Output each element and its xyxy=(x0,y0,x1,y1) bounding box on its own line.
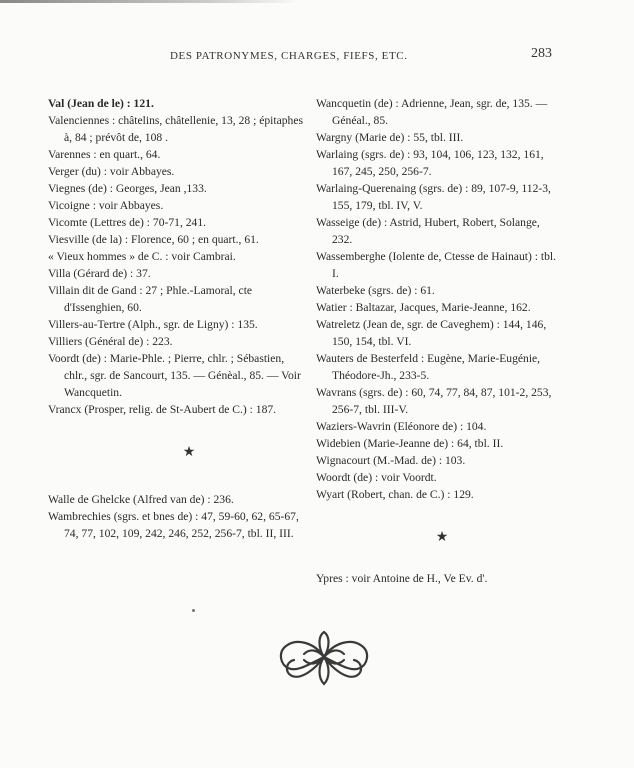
index-entry-wavrans: Wavrans (sgrs. de) : 60, 74, 77, 84, 87, 101-2, 253, 256-7, tbl. III-V. xyxy=(316,386,552,416)
index-entry-viesville: Viesville (de la) : Florence, 60 ; en quart., 61. xyxy=(48,233,259,246)
index-entry-wambrechies: Wambrechies (sgrs. et bnes de) : 47, 59-60, 62, 65-67, 74, 77, 102, 109, 242, 246, 252, 256-7, tbl. II, III. xyxy=(48,510,299,540)
index-entry-waterbeke: Waterbeke (sgrs. de) : 61. xyxy=(316,284,435,297)
index-entry-wassemberghe: Wassemberghe (Iolente de, Ctesse de Hainaut) : tbl. I. xyxy=(316,250,556,280)
index-entry-wancquetin: Wancquetin (de) : Adrienne, Jean, sgr. de, 135. — Généal., 85. xyxy=(316,97,548,127)
index-entry-viegnes: Viegnes (de) : Georges, Jean ,133. xyxy=(48,182,207,195)
index-entry-val: Val (Jean de le) : 121. xyxy=(48,97,154,110)
ink-speck xyxy=(192,609,195,612)
index-entry-wignacourt: Wignacourt (M.-Mad. de) : 103. xyxy=(316,454,466,467)
index-entry-ypres: Ypres : voir Antoine de H., Ve Ev. d'. xyxy=(316,572,488,585)
top-edge-line xyxy=(0,0,300,3)
index-entry-watier: Watier : Baltazar, Jacques, Marie-Jeanne, 162. xyxy=(316,301,531,314)
index-entry-villain: Villain dit de Gand : 27 ; Phle.-Lamoral, cte d'Issenghien, 60. xyxy=(48,284,253,314)
index-entry-villers-au-tertre: Villers-au-Tertre (Alph., sgr. de Ligny) : 135. xyxy=(48,318,258,331)
index-entry-vicoigne: Vicoigne : voir Abbayes. xyxy=(48,199,164,212)
index-column-right xyxy=(316,95,562,587)
knot-ornament-icon xyxy=(274,624,374,690)
index-entry-watreletz: Watreletz (Jean de, sgr. de Caveghem) : 144, 146, 150, 154, tbl. VI. xyxy=(316,318,547,348)
index-entry-wargny: Wargny (Marie de) : 55, tbl. III. xyxy=(316,131,464,144)
index-entry-warlaing: Warlaing (sgrs. de) : 93, 104, 106, 123, 132, 161, 167, 245, 250, 256-7. xyxy=(316,148,544,178)
index-column-left xyxy=(48,95,310,542)
index-entry-verger: Verger (du) : voir Abbayes. xyxy=(48,165,175,178)
index-entry-wauters: Wauters de Besterfeld : Eugène, Marie-Eugénie, Théodore-Jh., 233-5. xyxy=(316,352,541,382)
index-entry-wyart: Wyart (Robert, chan. de C.) : 129. xyxy=(316,488,474,501)
index-entry-vieux-hommes: « Vieux hommes » de C. : voir Cambrai. xyxy=(48,250,236,263)
index-entry-villa: Villa (Gérard de) : 37. xyxy=(48,267,151,280)
section-star-icon: ★ xyxy=(182,445,196,460)
index-entry-walle-de-ghelcke: Walle de Ghelcke (Alfred van de) : 236. xyxy=(48,493,234,506)
index-entry-valenciennes: Valenciennes : châtelins, châtellenie, 13, 28 ; épitaphes à, 84 ; prévôt de, 108 . xyxy=(48,114,303,144)
index-entry-warlaing-querenaing: Warlaing-Querenaing (sgrs. de) : 89, 107-9, 112-3, 155, 179, tbl. IV, V. xyxy=(316,182,551,212)
running-title: DES PATRONYMES, CHARGES, FIEFS, ETC. xyxy=(170,50,408,62)
index-entry-voordt: Voordt (de) : Marie-Phle. ; Pierre, chlr. ; Sébastien, chlr., sgr. de Sancourt, 135. — Génèal., 85. — Voir Wancquetin. xyxy=(48,352,301,399)
index-entry-vrancx: Vrancx (Prosper, relig. de St-Aubert de C.) : 187. xyxy=(48,403,277,416)
index-entry-villiers: Villiers (Général de) : 223. xyxy=(48,335,173,348)
index-entry-varennes: Varennes : en quart., 64. xyxy=(48,148,161,161)
section-star-icon: ★ xyxy=(435,530,449,545)
index-entry-woordt: Woordt (de) : voir Voordt. xyxy=(316,471,437,484)
index-entry-widebien: Widebien (Marie-Jeanne de) : 64, tbl. II. xyxy=(316,437,504,450)
index-entry-vicomte: Vicomte (Lettres de) : 70-71, 241. xyxy=(48,216,207,229)
index-entry-waziers-wavrin: Waziers-Wavrin (Eléonore de) : 104. xyxy=(316,420,487,433)
page-number: 283 xyxy=(531,46,552,61)
index-entry-wasseige: Wasseige (de) : Astrid, Hubert, Robert, Solange, 232. xyxy=(316,216,540,246)
